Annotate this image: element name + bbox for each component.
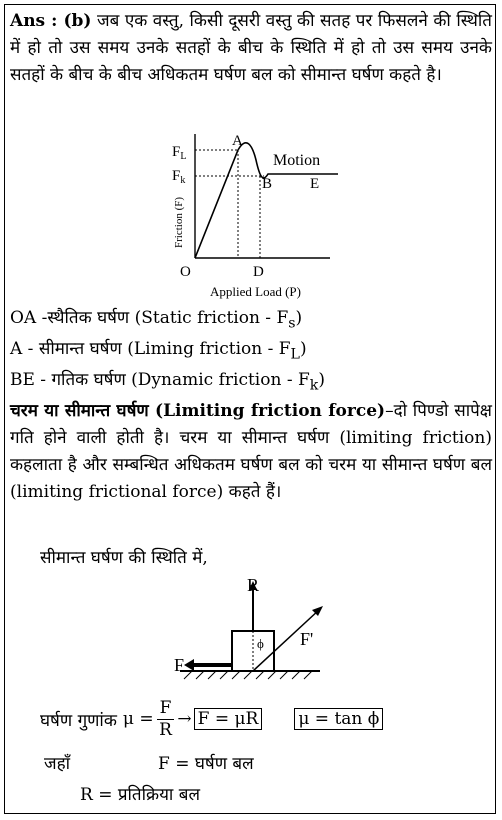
x-axis-label: Applied Load (P) xyxy=(210,284,301,299)
friction-arrowhead xyxy=(184,659,194,671)
block-diagram xyxy=(170,575,330,690)
r-definition: R = प्रतिक्रिया बल xyxy=(80,785,200,805)
where-label: जहाँ xyxy=(44,754,71,774)
fl-tick-label: $F_L$ xyxy=(172,144,187,162)
fraction-denominator: R xyxy=(159,719,172,740)
motion-label: Motion xyxy=(273,152,321,169)
limiting-text: –दो पिण्डो सापेक्ष गति होने वाली होती है। चरम या सीमान्त घर्षण (limiting friction) कहलाता है और सम्बन्धित अधिकतम घर्षण बल को चरम या सीमान्त घर्षण बल (limiting frictional force) कहते हैं। xyxy=(10,401,492,502)
f-label: F xyxy=(174,655,185,675)
def-static: OA -स्थैतिक घर्षण (Static friction - $F_s$) xyxy=(10,308,303,332)
phi-label: ϕ xyxy=(257,636,264,651)
ground-hatching xyxy=(184,671,312,679)
friction-law-box: F = μR xyxy=(194,708,263,730)
point-e-label: E xyxy=(310,176,320,192)
friction-graph xyxy=(160,130,360,302)
mu-equals: μ = xyxy=(122,709,154,729)
f-definition: F = घर्षण बल xyxy=(158,754,254,774)
intro-text: जब एक वस्तु, किसी दूसरी वस्तु की सतह पर फिसलने की स्थिति में हो तो उस समय उनके सतहों के बीच के स्थिति में हो तो उस समय उनके सतहों के बीच के बीच अधिकतम घर्षण बल को सीमान्त घर्षण कहते है। xyxy=(10,11,492,85)
fraction-numerator: F xyxy=(157,698,175,720)
tan-phi-box: μ = tan ϕ xyxy=(294,708,383,730)
limiting-heading: चरम या सीमान्त घर्षण (Limiting friction force) xyxy=(10,401,386,421)
coefficient-label: घर्षण गुणांक xyxy=(40,710,117,731)
answer-label: Ans : (b) xyxy=(10,11,92,31)
def-dynamic: BE - गतिक घर्षण (Dynamic friction - $F_k$) xyxy=(10,370,325,394)
point-d-label: D xyxy=(253,264,264,280)
limiting-paragraph xyxy=(10,398,492,506)
point-b-label: B xyxy=(262,176,273,192)
condition-text: सीमान्त घर्षण की स्थिति में, xyxy=(40,548,208,568)
intro-paragraph xyxy=(10,8,492,89)
y-axis-label: Friction (F) xyxy=(173,196,185,248)
r-label: R xyxy=(247,575,260,595)
f-prime-label: F' xyxy=(300,629,314,649)
point-a-label: A xyxy=(232,133,243,149)
implies-arrow: → xyxy=(177,709,192,729)
origin-label: O xyxy=(180,264,191,280)
fraction xyxy=(157,698,175,741)
formula-row xyxy=(40,694,383,744)
def-limiting: A - सीमान्त घर्षण (Liming friction - $F_L$) xyxy=(10,339,307,363)
fk-tick-label: $F_k$ xyxy=(172,168,186,186)
